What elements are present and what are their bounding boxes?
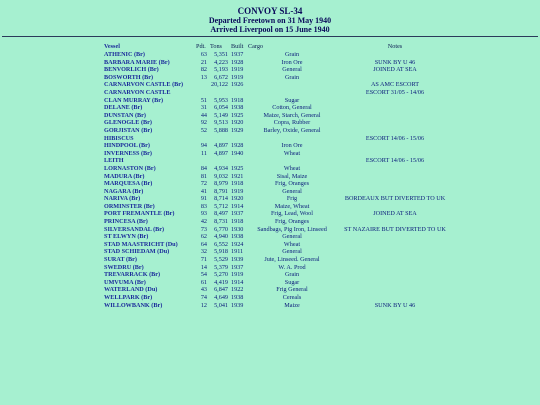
vessel-name-cell: SURAT (Br) (104, 256, 137, 264)
arrival-line: Arrived Liverpool on 15 June 1940 (210, 25, 330, 34)
vessel-name-cell: STAD MAASTRICHT (Du) (104, 240, 178, 248)
year-built-cell: 1938 (231, 104, 244, 112)
vessel-name-cell: LEITH (104, 157, 124, 165)
pendant-number-cell (196, 157, 210, 165)
notes-cell (336, 119, 454, 127)
year-built-cell: 1918 (231, 218, 244, 226)
year-built-cell: 1918 (231, 180, 244, 188)
header-divider (2, 36, 538, 37)
table-row (104, 97, 454, 105)
table-row (104, 256, 454, 264)
notes-cell (336, 112, 454, 120)
year-built-cell: 1940 (231, 149, 244, 157)
cargo-cell: Wheat (283, 164, 301, 172)
vessel-name-cell: WATERLAND (Du) (104, 286, 158, 294)
table-row (104, 271, 454, 279)
notes-cell (336, 203, 454, 211)
year-built-cell (231, 135, 248, 143)
notes-cell: AS AMC ESCORT (370, 81, 420, 89)
pendant-number-cell: 41 (200, 187, 207, 195)
cargo-cell: Maize, Wheat (274, 202, 310, 210)
notes-cell (336, 51, 454, 59)
cargo-cell: General (282, 66, 302, 74)
year-built-cell: 1914 (231, 202, 244, 210)
tonnage-cell: 6,054 (214, 104, 228, 112)
cargo-cell: Iron Ore (281, 58, 303, 66)
notes-cell (336, 142, 454, 150)
table-row (104, 203, 454, 211)
column-header-vessel: Vessel (104, 43, 120, 51)
tonnage-cell: 6,672 (214, 73, 228, 81)
pendant-number-cell: 42 (200, 218, 207, 226)
pendant-number-cell: 14 (200, 263, 207, 271)
notes-cell: JOINED AT SEA (373, 210, 417, 218)
pendant-number-cell: 21 (200, 58, 207, 66)
tonnage-cell: 8,714 (214, 195, 228, 203)
pendant-number-cell: 32 (200, 248, 207, 256)
cargo-cell: General (282, 248, 302, 256)
vessel-name-cell: HINDPOOL (Br) (104, 142, 150, 150)
pendant-number-cell: 82 (200, 66, 207, 74)
vessel-name-cell: INVERNESS (Br) (104, 149, 152, 157)
notes-cell (336, 286, 454, 294)
pendant-number-cell: 51 (200, 96, 207, 104)
year-built-cell: 1926 (231, 81, 244, 89)
table-row (104, 59, 454, 67)
table-row (104, 188, 454, 196)
tonnage-cell: 4,419 (214, 278, 228, 286)
tonnage-cell: 9,513 (214, 119, 228, 127)
cargo-cell: General (282, 233, 302, 241)
notes-cell (336, 97, 454, 105)
vessel-name-cell: DUNSTAN (Br) (104, 111, 146, 119)
vessel-name-cell: ORMINSTER (Br) (104, 202, 155, 210)
tonnage-cell: 9,032 (214, 172, 228, 180)
tonnage-cell: 5,193 (214, 66, 228, 74)
table-header-row (104, 43, 454, 51)
year-built-cell: 1939 (231, 256, 244, 264)
tonnage-cell: 8,731 (214, 218, 228, 226)
pendant-number-cell: 13 (200, 73, 207, 81)
tonnage-cell: 4,940 (214, 233, 228, 241)
notes-cell (336, 294, 454, 302)
year-built-cell: 1928 (231, 142, 244, 150)
pendant-number-cell: 44 (200, 111, 207, 119)
cargo-cell: Barley, Oxide, General (263, 126, 321, 134)
year-built-cell: 1937 (231, 263, 244, 271)
notes-cell (336, 271, 454, 279)
cargo-cell: Frig, Oranges (274, 180, 310, 188)
year-built-cell: 1922 (231, 286, 244, 294)
pendant-number-cell: 71 (200, 256, 207, 264)
notes-cell (336, 173, 454, 181)
tonnage-cell: 8,979 (214, 180, 228, 188)
vessel-name-cell: MARQUESA (Br) (104, 180, 153, 188)
vessel-name-cell: STAD SCHIEDAM (Du) (104, 248, 170, 256)
departure-line: Departed Freetown on 31 May 1940 (208, 16, 332, 25)
notes-cell (336, 233, 454, 241)
pendant-number-cell: 43 (200, 286, 207, 294)
year-built-cell (231, 157, 248, 165)
pendant-number-cell: 52 (200, 126, 207, 134)
vessel-name-cell: BARBARA MARIE (Br) (104, 58, 170, 66)
cargo-cell: Frig (286, 195, 298, 203)
notes-cell (336, 104, 454, 112)
year-built-cell: 1921 (231, 172, 244, 180)
pendant-number-cell: 64 (200, 240, 207, 248)
vessel-name-cell: GORJISTAN (Br) (104, 126, 153, 134)
year-built-cell (231, 89, 248, 97)
table-row (104, 165, 454, 173)
vessel-name-cell: WILLOWBANK (Br) (104, 301, 163, 309)
year-built-cell: 1919 (231, 187, 244, 195)
tonnage-cell: 5,041 (214, 301, 228, 309)
notes-cell (336, 165, 454, 173)
vessel-name-cell: CARNARVON CASTLE (104, 88, 171, 96)
year-built-cell: 1914 (231, 278, 244, 286)
vessel-name-cell: ST ELWYN (Br) (104, 233, 149, 241)
notes-cell (336, 256, 454, 264)
vessel-name-cell: PRINCESA (Br) (104, 218, 148, 226)
tonnage-cell: 4,897 (214, 149, 228, 157)
year-built-cell: 1925 (231, 111, 244, 119)
year-built-cell: 1924 (231, 240, 244, 248)
tonnage-cell: 5,953 (214, 96, 228, 104)
pendant-number-cell: 73 (200, 225, 207, 233)
table-row (104, 210, 454, 218)
pendant-number-cell (196, 135, 210, 143)
table-row (104, 173, 454, 181)
notes-cell (336, 218, 454, 226)
cargo-cell: Maize, Starch, General (263, 111, 321, 119)
notes-cell (336, 264, 454, 272)
table-row (104, 294, 454, 302)
pendant-number-cell: 83 (200, 202, 207, 210)
table-row (104, 119, 454, 127)
table-row (104, 302, 454, 310)
cargo-cell (248, 135, 336, 143)
tonnage-cell (210, 157, 231, 165)
column-header-tons: Tons (210, 43, 222, 51)
pendant-number-cell: 84 (200, 164, 207, 172)
notes-cell: ESCORT 14/06 - 15/06 (365, 134, 425, 142)
notes-cell (336, 279, 454, 287)
pendant-number-cell: 31 (200, 104, 207, 112)
year-built-cell: 1928 (231, 58, 244, 66)
notes-cell (336, 248, 454, 256)
table-row (104, 264, 454, 272)
vessel-name-cell: BENVORLICH (Br) (104, 66, 159, 74)
tonnage-cell: 6,770 (214, 225, 228, 233)
tonnage-cell: 20,122 (210, 81, 228, 89)
convoy-table (104, 43, 454, 309)
vessel-name-cell: MADURA (Br) (104, 172, 145, 180)
vessel-name-cell: NAGARA (Br) (104, 187, 144, 195)
pendant-number-cell: 62 (200, 233, 207, 241)
table-row (104, 51, 454, 59)
year-built-cell: 1937 (231, 210, 244, 218)
tonnage-cell: 6,552 (214, 240, 228, 248)
table-row (104, 195, 454, 203)
notes-cell: BORDEAUX BUT DIVERTED TO UK (344, 195, 446, 203)
table-row (104, 66, 454, 74)
year-built-cell: 1929 (231, 126, 244, 134)
table-row (104, 74, 454, 82)
cargo-cell: Jute, Linseed. General (264, 256, 320, 264)
year-built-cell: 1939 (231, 301, 244, 309)
page-title: CONVOY SL-34 (237, 6, 303, 16)
vessel-name-cell: DELANE (Br) (104, 104, 143, 112)
notes-cell (336, 188, 454, 196)
vessel-name-cell: CARNARVON CASTLE (Br) (104, 81, 184, 89)
pendant-number-cell: 81 (200, 172, 207, 180)
pendant-number-cell: 91 (200, 195, 207, 203)
column-header-pdt: Pdt. (196, 43, 206, 51)
cargo-cell: Sugar (284, 96, 300, 104)
year-built-cell: 1930 (231, 225, 244, 233)
cargo-cell: Frig General (276, 286, 308, 294)
cargo-cell: Grain (284, 51, 300, 58)
table-row (104, 104, 454, 112)
tonnage-cell: 6,847 (214, 286, 228, 294)
tonnage-cell: 5,149 (214, 111, 228, 119)
cargo-cell (248, 157, 336, 165)
pendant-number-cell: 12 (200, 301, 207, 309)
pendant-number-cell: 92 (200, 119, 207, 127)
cargo-cell: Wheat (283, 240, 301, 248)
vessel-name-cell: GLENOGLE (Br) (104, 119, 152, 127)
year-built-cell: 1925 (231, 164, 244, 172)
tonnage-cell: 4,223 (214, 58, 228, 66)
tonnage-cell: 4,649 (214, 294, 228, 301)
cargo-cell: W. A. Prod (278, 263, 306, 271)
table-row (104, 286, 454, 294)
year-built-cell: 1920 (231, 119, 244, 127)
notes-cell: ST NAZAIRE BUT DIVERTED TO UK (344, 225, 446, 233)
year-built-cell: 1920 (231, 195, 244, 203)
vessel-name-cell: NARIVA (Br) (104, 195, 141, 203)
table-row (104, 241, 454, 249)
cargo-cell: Frig, Oranges (274, 218, 310, 226)
notes-cell: SUNK BY U 46 (374, 301, 416, 309)
year-built-cell: 1919 (231, 271, 244, 279)
cargo-cell (248, 81, 336, 89)
pendant-number-cell: 93 (200, 210, 207, 218)
cargo-cell: Frig, Lead, Wool (270, 210, 313, 218)
pendant-number-cell: 72 (200, 180, 207, 188)
tonnage-cell: 5,351 (214, 51, 228, 58)
pendant-number-cell: 94 (200, 142, 207, 150)
column-header-built: Built (231, 43, 244, 51)
cargo-cell: Grain (284, 73, 300, 81)
notes-cell: JOINED AT SEA (373, 66, 417, 74)
cargo-cell: General (282, 187, 302, 195)
vessel-name-cell: CLAN MURRAY (Br) (104, 96, 164, 104)
cargo-cell: Sisal, Maize (276, 172, 308, 180)
tonnage-cell (210, 89, 231, 97)
cargo-cell: Grain (284, 271, 300, 279)
vessel-name-cell: PORT FREMANTLE (Br) (104, 210, 175, 218)
year-built-cell: 1938 (231, 233, 244, 241)
pendant-number-cell: 63 (200, 51, 207, 58)
table-row (104, 127, 454, 135)
vessel-name-cell: WELLPARK (Br) (104, 294, 153, 301)
table-row (104, 279, 454, 287)
year-built-cell: 1911 (231, 248, 244, 256)
vessel-name-cell: SILVERSANDAL (Br) (104, 225, 165, 233)
notes-cell (336, 150, 454, 158)
vessel-name-cell: HIBISCUS (104, 134, 134, 142)
cargo-cell: Iron Ore (281, 142, 303, 150)
tonnage-cell: 4,934 (214, 164, 228, 172)
pendant-number-cell: 74 (200, 294, 207, 301)
tonnage-cell: 5,379 (214, 263, 228, 271)
table-row (104, 226, 454, 234)
tonnage-cell: 8,791 (214, 187, 228, 195)
year-built-cell: 1919 (231, 73, 244, 81)
tonnage-cell: 5,918 (214, 248, 228, 256)
cargo-cell: Cotton, General (272, 104, 312, 112)
notes-cell (336, 241, 454, 249)
table-row (104, 89, 454, 97)
vessel-name-cell: UMVUMA (Br) (104, 278, 146, 286)
tonnage-cell: 5,712 (214, 202, 228, 210)
tonnage-cell: 5,529 (214, 256, 228, 264)
tonnage-cell (210, 135, 231, 143)
table-row (104, 233, 454, 241)
table-row (104, 81, 454, 89)
year-built-cell: 1919 (231, 66, 244, 74)
tonnage-cell: 5,888 (214, 126, 228, 134)
cargo-cell: Sandbags, Pig Iron, Linseed (257, 225, 327, 233)
notes-cell: ESCORT 31/05 - 14/06 (365, 88, 425, 96)
year-built-cell: 1918 (231, 96, 244, 104)
pendant-number-cell (196, 81, 210, 89)
table-row (104, 157, 454, 165)
column-header-cargo: Cargo (248, 43, 264, 51)
cargo-cell: Cereals (282, 294, 302, 301)
notes-cell (336, 74, 454, 82)
table-body (104, 51, 454, 309)
table-row (104, 135, 454, 143)
tonnage-cell: 4,897 (214, 142, 228, 150)
vessel-name-cell: LORNASTON (Br) (104, 164, 156, 172)
cargo-cell: Wheat (283, 149, 301, 157)
year-built-cell: 1937 (231, 51, 244, 58)
table-row (104, 218, 454, 226)
vessel-name-cell: BOSWORTH (Br) (104, 73, 154, 81)
tonnage-cell: 8,497 (214, 210, 228, 218)
column-header-notes: Notes (387, 43, 403, 51)
notes-cell: SUNK BY U 46 (374, 58, 416, 66)
notes-cell: ESCORT 14/06 - 15/06 (365, 157, 425, 165)
vessel-name-cell: SWEDRU (Br) (104, 263, 144, 271)
cargo-cell (248, 89, 336, 97)
pendant-number-cell: 61 (200, 278, 207, 286)
table-row (104, 142, 454, 150)
table-row (104, 150, 454, 158)
table-row (104, 248, 454, 256)
vessel-name-cell: TREVARRACK (Br) (104, 271, 161, 279)
cargo-cell: Sugar (284, 278, 300, 286)
table-row (104, 180, 454, 188)
vessel-name-cell: ATHENIC (Br) (104, 51, 145, 58)
pendant-number-cell: 54 (200, 271, 207, 279)
pendant-number-cell: 11 (201, 149, 207, 157)
year-built-cell: 1938 (231, 294, 244, 301)
tonnage-cell: 5,270 (214, 271, 228, 279)
notes-cell (336, 127, 454, 135)
notes-cell (336, 180, 454, 188)
pendant-number-cell (196, 89, 210, 97)
table-row (104, 112, 454, 120)
cargo-cell: Copra, Rubber (273, 119, 311, 127)
cargo-cell: Maize (284, 301, 300, 309)
